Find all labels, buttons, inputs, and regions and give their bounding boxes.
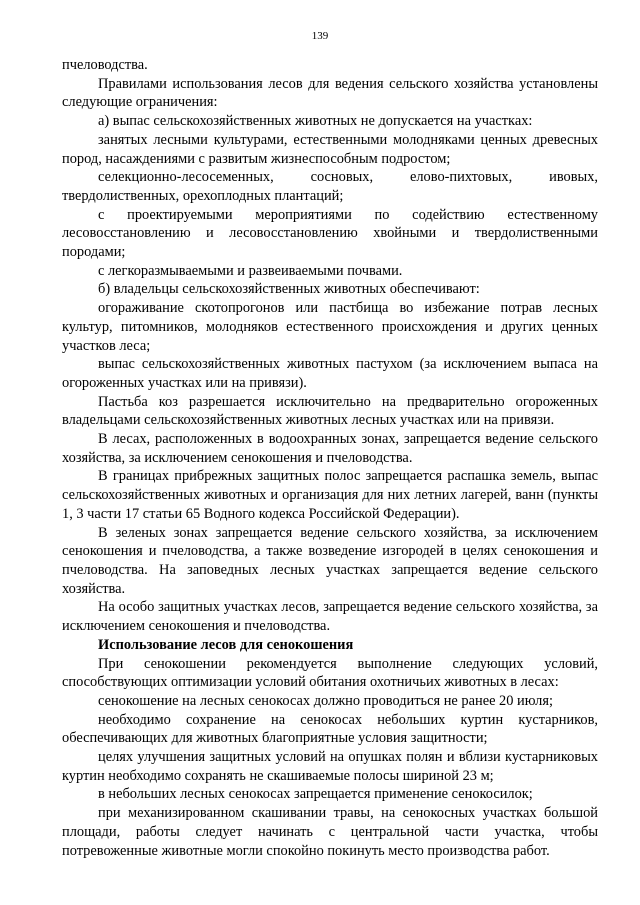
list-item: с проектируемыми мероприятиями по содействию естественному лесовосстановлению и лесовосстановлению хвойными и твердолиственными породами; [62, 206, 598, 261]
paragraph: Правилами использования лесов для ведения сельского хозяйства установлены следующие ограничения: [62, 75, 598, 111]
list-item: целях улучшения защитных условий на опушках полян и вблизи кустарниковых куртин необходимо сохранять не скашиваемые полосы шириной 23 м; [62, 749, 598, 784]
list-item: необходимо сохранение на сенокосах небольших куртин кустарников, обеспечивающих для животных благоприятные условия защитности; [62, 711, 598, 747]
paragraph: При сенокошении рекомендуется выполнение следующих условий, способствующих оптимизации условий обитания охотничьих животных в лесах: [62, 655, 598, 691]
page-number: 139 [311, 30, 329, 42]
list-item: с легкоразмываемыми и развеиваемыми почвами. [98, 262, 403, 279]
list-item: б) владельцы сельскохозяйственных животных обеспечивают: [98, 281, 480, 298]
paragraph: В лесах, расположенных в водоохранных зонах, запрещается ведение сельского хозяйства, за исключением сенокошения и пчеловодства. [62, 431, 598, 466]
paragraph: пчеловодства. [62, 57, 148, 73]
paragraph: В зеленых зонах запрещается ведение сельского хозяйства, за исключением сенокошения и пчеловодства, а также возведение изгородей в целях сенокошения и пчеловодства. На заповедных лесных участках запрещается ведение сельского хозяйства. [62, 524, 598, 597]
document-body [62, 56, 598, 860]
list-item: сенокошение на лесных сенокосах должно проводиться не ранее 20 июля; [98, 692, 553, 709]
list-item: при механизированном скашивании травы, на сенокосных участках большой площади, работы следует начинать с центральной части участка, чтобы потревоженные животные могли спокойно покинуть место производства работ. [62, 805, 598, 859]
paragraph: На особо защитных участках лесов, запрещается ведение сельского хозяйства, за исключением сенокошения и пчеловодства. [62, 599, 598, 635]
list-item: в небольших лесных сенокосах запрещается применение сенокосилок; [98, 786, 533, 803]
list-item: а) выпас сельскохозяйственных животных не допускается на участках: [98, 113, 533, 130]
paragraph: В границах прибрежных защитных полос запрещается распашка земель, выпас сельскохозяйственных животных и организация для них летних лагерей, ванн (пункты 1, 3 части 17 статьи 65 Водного кодекса Российской Федерации). [62, 468, 598, 522]
list-item: селекционно-лесосеменных, сосновых, елово-пихтовых, ивовых, твердолиственных, орехоплодных плантаций; [62, 169, 598, 204]
section-heading: Использование лесов для сенокошения [98, 636, 354, 653]
paragraph: Пастьба коз разрешается исключительно на предварительно огороженных владельцами сельскохозяйственных животных лесных участках или на привязи. [62, 393, 598, 429]
list-item: занятых лесными культурами, естественными молодняками ценных древесных пород, насаждениями с развитым жизнеспособным подростом; [62, 131, 598, 167]
list-item: выпас сельскохозяйственных животных пастухом (за исключением выпаса на огороженных участках или на привязи). [62, 356, 598, 391]
list-item: огораживание скотопрогонов или пастбища во избежание потрав лесных культур, питомников, молодняков естественного происхождения и других ценных участков леса; [62, 300, 598, 354]
